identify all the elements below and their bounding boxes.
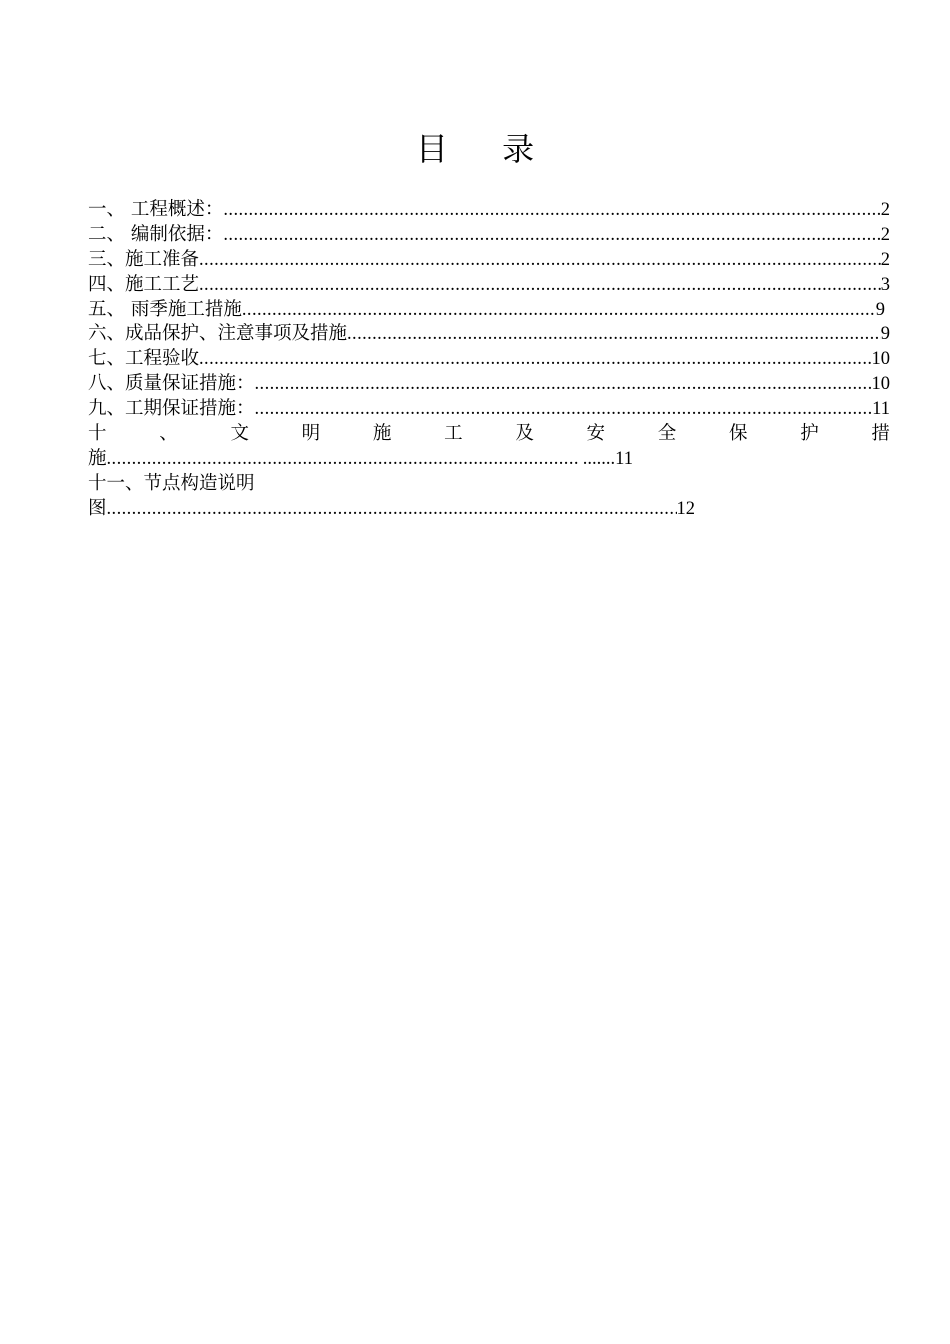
toc-char: 、 bbox=[159, 423, 178, 445]
toc-entry[interactable] bbox=[88, 298, 890, 323]
toc-char: 保 bbox=[728, 423, 748, 445]
toc-entry-eleven-line2[interactable] bbox=[88, 497, 695, 522]
toc-char: 全 bbox=[657, 423, 677, 445]
toc-entry-label: 九、工期保证措施： bbox=[88, 398, 255, 420]
dot-leader bbox=[347, 322, 881, 347]
dot-leader bbox=[199, 273, 881, 298]
toc-entry-label: 一、 工程概述： bbox=[88, 199, 224, 220]
toc-char: 文 bbox=[230, 423, 249, 445]
toc-entry[interactable] bbox=[88, 248, 890, 273]
toc-entry[interactable] bbox=[88, 198, 890, 223]
toc-char: 措 bbox=[871, 423, 890, 445]
toc-entry-label: 二、 编制依据： bbox=[88, 223, 224, 245]
toc-char: 及 bbox=[515, 423, 534, 445]
toc-entry-page: .......11 bbox=[582, 448, 633, 469]
toc-entry-page: 10 bbox=[871, 349, 890, 370]
toc-entry-page: 12 bbox=[676, 498, 695, 519]
table-of-contents bbox=[88, 198, 890, 522]
toc-entry[interactable] bbox=[88, 397, 890, 422]
toc-entry-label: 四、施工工艺 bbox=[88, 273, 200, 295]
toc-entry-page: 2 bbox=[880, 249, 890, 270]
toc-entry[interactable] bbox=[88, 273, 890, 298]
dot-leader bbox=[242, 298, 876, 323]
dot-leader bbox=[255, 372, 872, 397]
dot-leader bbox=[199, 347, 871, 372]
toc-char: 十 bbox=[88, 423, 107, 445]
dot-leader bbox=[223, 198, 880, 223]
toc-char: 护 bbox=[800, 423, 819, 445]
toc-entry-label: 十一、节点构造说明 bbox=[88, 472, 255, 494]
toc-entry-page: 10 bbox=[871, 374, 890, 395]
toc-entry-page: 3 bbox=[880, 274, 890, 295]
toc-entry-page: 2 bbox=[880, 224, 890, 245]
toc-char: 安 bbox=[586, 423, 606, 445]
toc-entry[interactable] bbox=[88, 372, 890, 397]
toc-char: 工 bbox=[444, 423, 463, 445]
toc-entry-page: 9 bbox=[875, 299, 885, 320]
toc-entry-eleven-line1[interactable] bbox=[88, 472, 890, 497]
toc-entry-page: 2 bbox=[880, 200, 890, 220]
toc-entry[interactable] bbox=[88, 322, 890, 347]
dot-leader bbox=[255, 397, 873, 422]
toc-entry-label: 图 bbox=[88, 497, 107, 519]
toc-entry[interactable] bbox=[88, 223, 890, 248]
toc-entry-ten-line2[interactable] bbox=[88, 447, 633, 472]
toc-entry-ten-line1[interactable] bbox=[88, 422, 890, 447]
toc-entry-page: 9 bbox=[880, 324, 890, 345]
toc-entry-label: 施 bbox=[88, 447, 107, 469]
toc-entry[interactable] bbox=[88, 347, 890, 372]
dot-leader bbox=[107, 447, 579, 472]
toc-entry-label: 七、工程验收 bbox=[88, 348, 200, 370]
dot-leader bbox=[223, 223, 880, 248]
dot-leader bbox=[107, 497, 677, 522]
toc-entry-label: 八、质量保证措施： bbox=[88, 373, 255, 395]
toc-title: 目 录 bbox=[415, 130, 557, 168]
toc-entry-label: 五、 雨季施工措施 bbox=[88, 298, 242, 320]
dot-leader bbox=[199, 248, 881, 273]
toc-char: 明 bbox=[301, 423, 321, 445]
toc-entry-label: 六、成品保护、注意事项及措施 bbox=[88, 323, 348, 345]
toc-entry-page: 11 bbox=[872, 399, 890, 420]
toc-entry-label: 三、施工准备 bbox=[88, 248, 200, 270]
toc-char: 施 bbox=[372, 423, 392, 445]
